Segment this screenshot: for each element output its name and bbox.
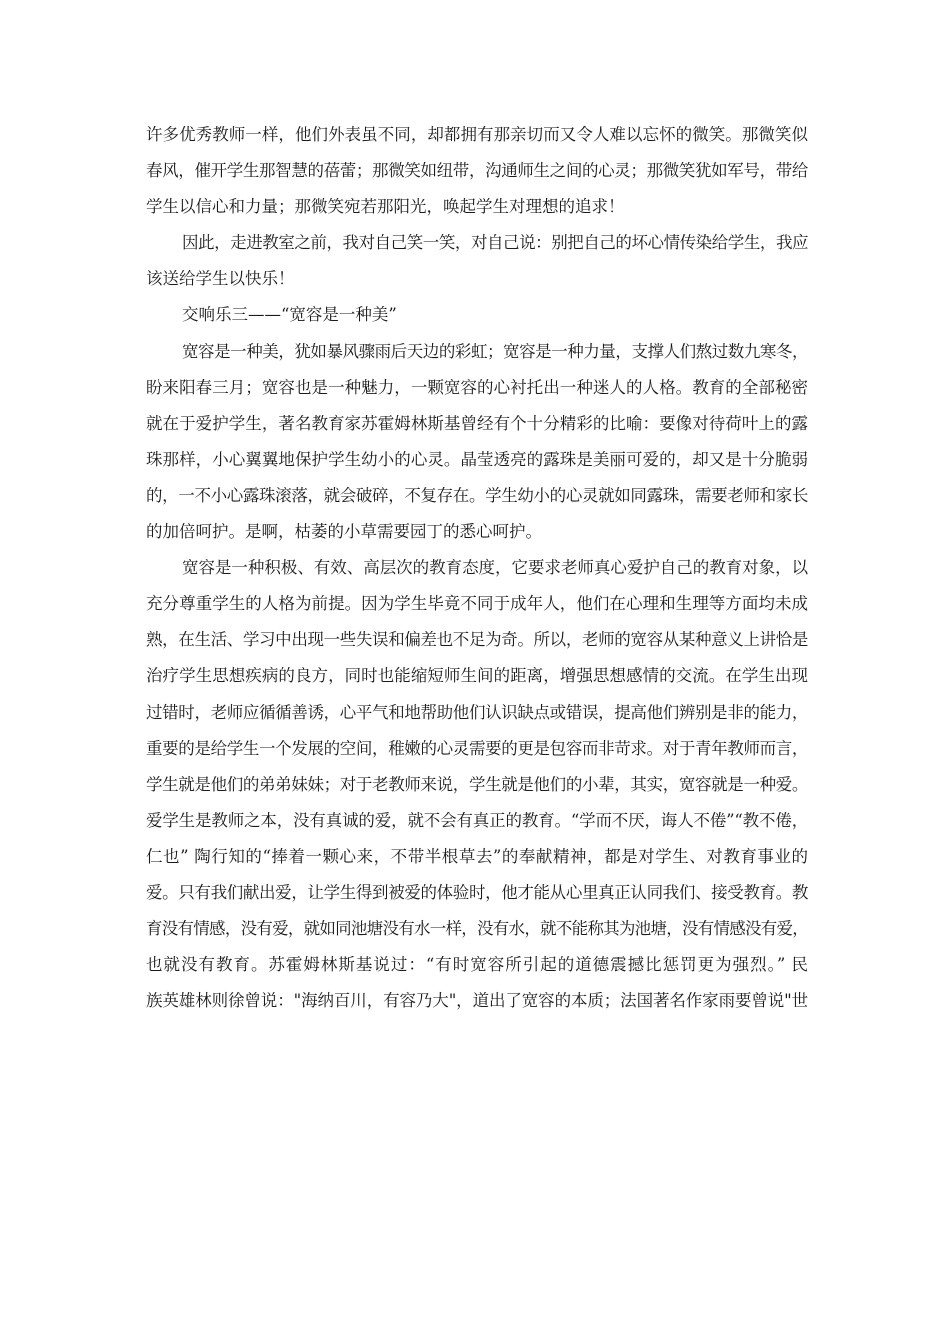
text-line: 该送给学生以快乐！ [146,269,295,289]
text-line: 爱学生是教师之本，没有真诚的爱，就不会有真正的教育。“学而不厌，诲人不倦”“教不倦， [146,810,808,830]
text-line: 育没有情感，没有爱，就如同池塘没有水一样，没有水，就不能称其为池塘，没有情感没有爱， [146,919,808,939]
text-line: 充分尊重学生的人格为前提。因为学生毕竟不同于成年人，他们在心理和生理等方面均未成 [146,594,808,614]
text-line: 许多优秀教师一样，他们外表虽不同，却都拥有那亲切而又令人难以忘怀的微笑。那微笑似 [146,125,808,144]
text-line: 就在于爱护学生，著名教育家苏霍姆林斯基曾经有个十分精彩的比喻：要像对待荷叶上的露 [146,413,808,433]
text-line: 爱。只有我们献出爱，让学生得到被爱的体验时，他才能从心里真正认同我们、接受教育。教 [146,882,808,902]
text-line: 春风，催开学生那智慧的蓓蕾；那微笑如纽带，沟通师生之间的心灵；那微笑犹如军号，带给 [146,161,808,181]
text-line: 治疗学生思想疾病的良方，同时也能缩短师生间的距离，增强思想感情的交流。在学生出现 [146,666,808,686]
text-line: 盼来阳春三月；宽容也是一种魅力，一颗宽容的心衬托出一种迷人的人格。教育的全部秘密 [146,377,808,397]
text-line: 的加倍呵护。是啊，枯萎的小草需要园丁的悉心呵护。 [146,522,542,542]
text-line: 珠那样，小心翼翼地保护学生幼小的心灵。晶莹透亮的露珠是美丽可爱的，却又是十分脆弱 [146,449,808,469]
text-line: 过错时，老师应循循善诱，心平气和地帮助他们认识缺点或错误，提高他们辨别是非的能力， [146,702,808,722]
text-line: 学生就是他们的弟弟妹妹；对于老教师来说，学生就是他们的小辈，其实，宽容就是一种爱。 [146,774,808,794]
text-line: 熟，在生活、学习中出现一些失误和偏差也不足为奇。所以，老师的宽容从某种意义上讲恰是 [146,630,808,650]
text-line: 族英雄林则徐曾说："海纳百川，有容乃大"，道出了宽容的本质；法国著名作家雨要曾说"世 [146,991,809,1011]
text-line: 交响乐三——“宽容是一种美” [182,305,397,325]
text-line: 学生以信心和力量；那微笑宛若那阳光，唤起学生对理想的追求！ [146,197,625,217]
text-line: 仁也” 陶行知的“捧着一颗心来，不带半根草去”的奉献精神，都是对学生、对教育事业的 [146,846,808,866]
text-line: 的，一不小心露珠滚落，就会破碎，不复存在。学生幼小的心灵就如同露珠，需要老师和家长 [146,485,808,505]
text-line: 因此，走进教室之前，我对自己笑一笑，对自己说：别把自己的坏心情传染给学生，我应 [182,233,808,253]
text-line: 宽容是一种美，犹如暴风骤雨后天边的彩虹；宽容是一种力量，支撑人们熬过数九寒冬， [182,341,808,361]
text-line: 宽容是一种积极、有效、高层次的教育态度，它要求老师真心爱护自己的教育对象，以 [182,558,808,578]
document-body [146,117,808,1019]
text-line: 也就没有教育。苏霍姆林斯基说过：“有时宽容所引起的道德震撼比惩罚更为强烈。” 民 [146,955,808,975]
text-line: 重要的是给学生一个发展的空间，稚嫩的心灵需要的更是包容而非苛求。对于青年教师而言， [146,738,808,758]
